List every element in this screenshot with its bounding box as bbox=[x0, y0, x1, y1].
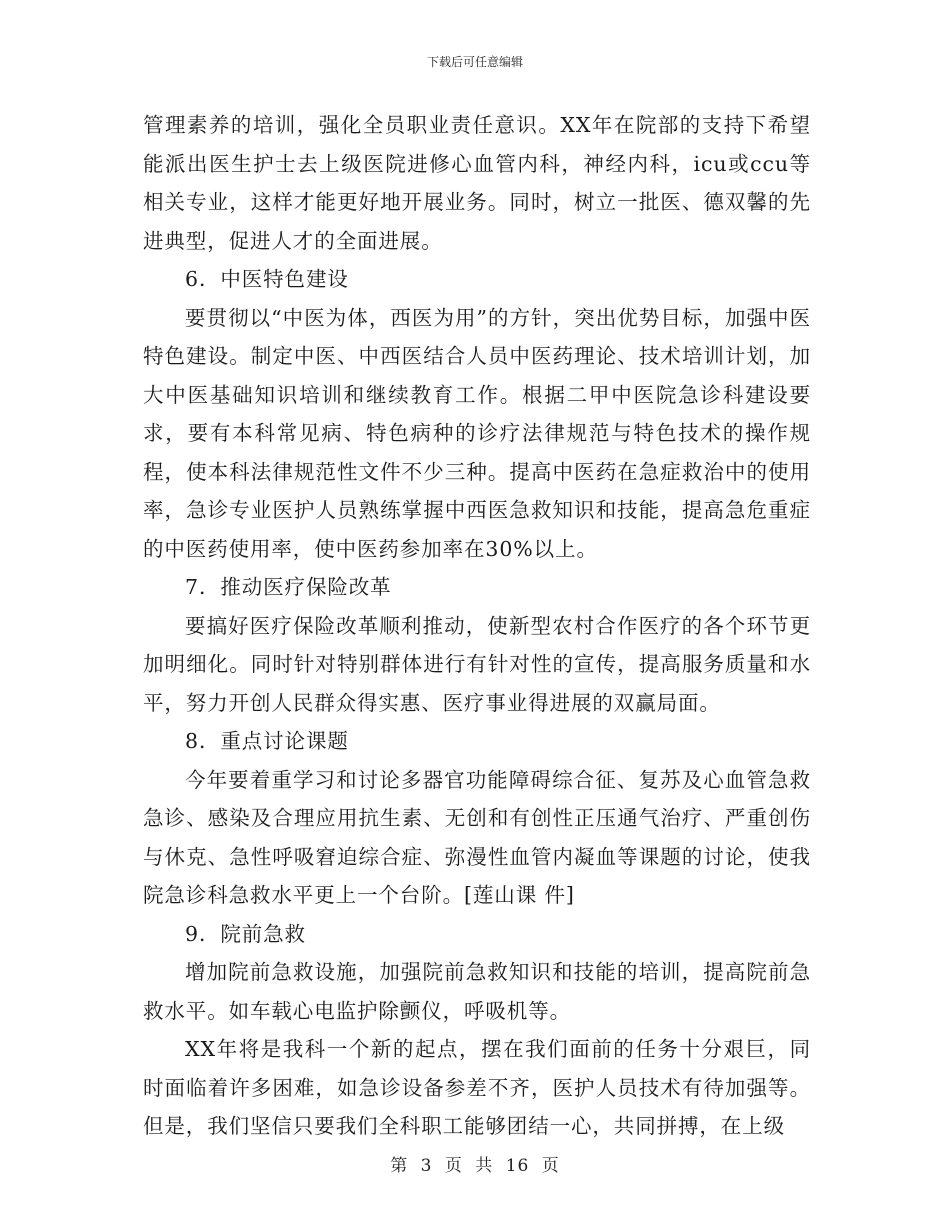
section-heading-6: 6．中医特色建设 bbox=[185, 267, 349, 291]
paragraph-1: 管理素养的培训，强化全员职业责任意识。XX年在院部的支持下希望能派出医生护士去上级医院进修心血管内科，神经内科，icu或ccu等相关专业，这样才能更好地开展业务。同时，树立一批医、德双馨的先进典型，促进人才的全面进展。 bbox=[143, 113, 811, 253]
paragraph-4: 今年要着重学习和讨论多器官功能障碍综合征、复苏及心血管急救急诊、感染及合理应用抗生素、无创和有创性正压通气治疗、严重创伤与休克、急性呼吸窘迫综合症、弥漫性血管内凝血等课题的讨论，使我院急诊科急救水平更上一个台阶。[莲山课 件] bbox=[143, 767, 811, 907]
page-header: 下载后可任意编辑 bbox=[426, 55, 523, 69]
document-body bbox=[143, 106, 811, 1146]
paragraph-3: 要搞好医疗保险改革顺利推动，使新型农村合作医疗的各个环节更加明细化。同时针对特别群体进行有针对性的宣传，提高服务质量和水平，努力开创人民群众得实惠、医疗事业得进展的双赢局面。 bbox=[143, 613, 811, 715]
paragraph-6: XX年将是我科一个新的起点，摆在我们面前的任务十分艰巨，同时面临着许多困难，如急诊设备参差不齐，医护人员技术有待加强等。但是，我们坚信只要我们全科职工能够团结一心，共同拼搏，在上级 bbox=[143, 1037, 811, 1138]
section-heading-7: 7．推动医疗保险改革 bbox=[185, 575, 392, 599]
section-heading-9: 9．院前急救 bbox=[185, 921, 306, 946]
paragraph-5: 增加院前急救设施，加强院前急救知识和技能的培训，提高院前急救水平。如车载心电监护除颤仪，呼吸机等。 bbox=[143, 960, 811, 1023]
paragraph-2: 要贯彻以“中医为体，西医为用”的方针，突出优势目标，加强中医特色建设。制定中医、中西医结合人员中医药理论、技术培训计划，加大中医基础知识培训和继续教育工作。根据二甲中医院急诊科建设要求，要有本科常见病、特色病种的诊疗法律规范与特色技术的操作规程，使本科法律规范性文件不少三种。提高中医药在急症救治中的使用率，急诊专业医护人员熟练掌握中西医急救知识和技能，提高急危重症的中医药使用率，使中医药参加率在30%以上。 bbox=[143, 305, 811, 561]
section-heading-8: 8．重点讨论课题 bbox=[185, 729, 349, 753]
page-number-footer: 第 3 页 共 16 页 bbox=[390, 1156, 560, 1176]
